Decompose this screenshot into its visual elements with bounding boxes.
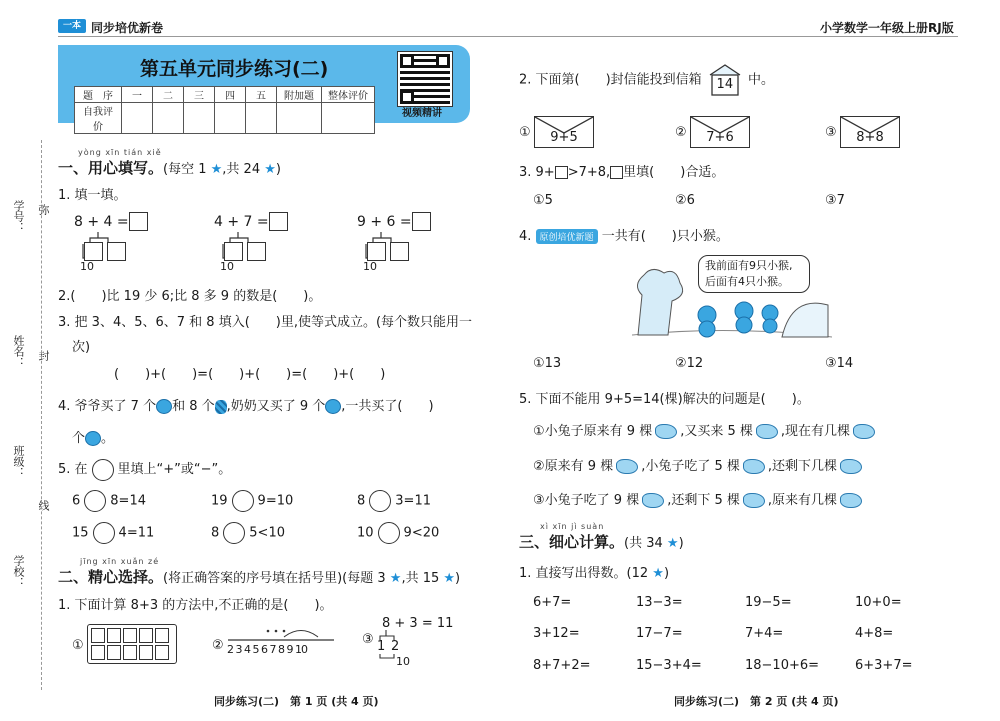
question-2: 2.( )比 19 少 6;比 8 多 9 的数是( )。 [58,289,322,304]
score-col-head: 四 [215,87,246,103]
star-icon: ★ [210,162,223,177]
mailbox-number: 14 [716,77,734,92]
score-table [74,86,375,134]
apple-icon [325,399,341,414]
cabbage-icon [642,493,664,508]
original-question-tag: 原创培优新题 [536,229,598,244]
section1-note: (每空 1 [163,162,207,177]
score-cell[interactable] [215,103,246,134]
gutter-label-school: 学校： [12,555,25,588]
choice-question-5: 5. 下面不能用 9+5=14(棵)解决的问题是( )。 [519,392,810,407]
monkey-scene-illustration [632,255,832,345]
envelope-option-number: ① [519,125,531,140]
q4-text: ,奶奶又买了 9 个 [226,399,326,414]
section2-note: ) [455,571,461,586]
c3-text: >7+8, [567,165,611,180]
score-cell[interactable] [246,103,277,134]
c1-option-3-label: ③ [362,632,374,647]
c1-option-3-split-a: 1 [377,639,386,654]
right-footer: 同步练习(二) 第 2 页 (共 4 页) [674,695,839,708]
answer-box[interactable] [84,242,103,261]
c3-option[interactable]: ①5 [533,193,553,208]
question-3-line2: 次) [72,340,91,355]
q5-item: 10 9<20 [357,522,439,544]
answer-box[interactable] [367,242,386,261]
section3-note: ) [678,536,684,551]
section1-heading [58,157,281,178]
calc-item[interactable]: 8+7+2= [533,658,591,673]
calc-question-1: 1. 直接写出得数。(12 ★) [519,566,670,581]
calc-item[interactable]: 17−7= [636,626,683,641]
score-cell[interactable] [153,103,184,134]
star-icon: ★ [652,566,664,581]
c1-option-3-split-b: 2 [391,639,400,654]
q4-text: ,一共买了( ) [341,399,434,414]
question-5 [58,458,231,481]
split-diagram-1 [74,212,184,274]
q5-text: 里填上“+”或“−”。 [117,462,232,477]
section2-pinyin: jīng xīn xuǎn zé [80,557,160,566]
calc-item[interactable]: 4+8= [855,626,894,641]
score-col-head: 附加题 [277,87,322,103]
q5-item: 8 5<10 [211,522,285,544]
envelope-label: 8+8 [856,130,884,145]
split-ten: 10 [363,260,377,273]
split-equation: 9 + 6 = [357,214,412,230]
c4-text: 一共有( )只小猴。 [601,229,729,244]
c1-option-2-label: ② [212,638,224,653]
speech-bubble [698,255,810,293]
question-3-line1: 3. 把 3、4、5、6、7 和 8 填入( )里,使等式成立。(每个数只能用一 [58,315,473,330]
cabbage-icon [756,424,778,439]
c5-option-2[interactable]: ②原来有 9 棵 ,小兔子吃了 5 棵 ,还剩下几棵 [533,455,865,474]
choice-question-2 [519,63,774,97]
circle-icon [92,459,114,481]
score-cell[interactable] [184,103,215,134]
calc-item[interactable]: 6+3+7= [855,658,913,673]
choice-question-4 [519,225,729,244]
score-col-head: 三 [184,87,215,103]
counting-boxes-illustration [87,624,177,664]
split-diagram-3 [357,212,467,274]
c4-text: 4. [519,229,532,244]
operator-circle[interactable] [84,490,106,512]
operator-circle[interactable] [378,522,400,544]
section3-heading [519,531,684,552]
score-cell[interactable] [122,103,153,134]
header-rule [58,36,958,37]
self-eval-label: 自我评价 [75,103,122,134]
operator-circle[interactable] [232,490,254,512]
calc-item[interactable]: 15−3+4= [636,658,702,673]
score-col-head: 一 [122,87,153,103]
q5-item: 19 9=10 [211,490,293,512]
choice-question-1: 1. 下面计算 8+3 的方法中,不正确的是( )。 [58,598,333,613]
cabbage-icon [743,459,765,474]
calc-item[interactable]: 19−5= [745,595,792,610]
envelope-label: 7+6 [706,130,734,145]
question-4 [58,395,434,414]
q5-item: 8 3=11 [357,490,431,512]
calc-item[interactable]: 3+12= [533,626,580,641]
c4-option[interactable]: ③14 [825,356,854,371]
binding-gutter [10,140,60,700]
speech-line: 后面有4只小猴。 [705,275,789,288]
score-cell[interactable] [322,103,375,134]
envelope-option-number: ② [675,125,687,140]
apple-icon [85,431,101,446]
operator-circle[interactable] [369,490,391,512]
envelope-option-1[interactable] [534,116,594,148]
q5-item: 6 8=14 [72,490,146,512]
section1-note: ) [275,162,281,177]
gutter-label-student-id: 学号： [12,200,25,233]
calc-item[interactable]: 6+7= [533,595,572,610]
qr-code-icon[interactable] [398,52,452,106]
cabbage-icon [743,493,765,508]
gutter-dashed-line [41,140,42,690]
answer-box[interactable] [390,242,409,261]
pineapple-icon [215,400,227,414]
calc-item[interactable]: 18−10+6= [745,658,820,673]
calc-item[interactable]: 10+0= [855,595,902,610]
q4-text: 。 [101,431,115,446]
question-4-cont [72,427,114,446]
section2-title: 二、精心选择。 [58,568,164,586]
question-1: 1. 填一填。 [58,188,127,203]
split-ten: 10 [80,260,94,273]
section1-note: ,共 24 [222,162,261,177]
answer-box[interactable] [247,242,266,261]
c1-option-3-equation: 8 + 3 = 11 [382,616,454,631]
c5-option-3[interactable]: ③小兔子吃了 9 棵 ,还剩下 5 棵 ,原来有几棵 [533,489,865,508]
cabbage-icon [616,459,638,474]
operator-circle[interactable] [93,522,115,544]
cabbage-icon [853,424,875,439]
section3-note: (共 34 [624,536,663,551]
score-col-head: 二 [153,87,184,103]
split-equation: 8 + 4 = [74,214,129,230]
envelope-option-2[interactable] [690,116,750,148]
section2-note: ,共 15 [401,571,440,586]
cabbage-icon [840,493,862,508]
answer-box[interactable] [107,242,126,261]
score-col-head: 整体评价 [322,87,375,103]
star-icon: ★ [666,536,679,551]
star-icon: ★ [264,162,276,177]
q4-text: 个 [72,431,86,446]
gutter-seal-char: 弥 [37,204,50,215]
q4-text: 4. 爷爷买了 7 个 [58,399,157,414]
blank-box[interactable] [555,166,568,179]
c4-option[interactable]: ②12 [675,356,704,371]
section1-pinyin: yòng xīn tián xiě [78,148,162,157]
envelope-label: 9+5 [550,130,578,145]
section2-note: (将正确答案的序号填在括号里)(每题 3 [163,571,386,586]
split-equation: 4 + 7 = [214,214,269,230]
header-logo: 一本 [58,19,86,33]
choice-question-3 [519,161,724,180]
score-col-head: 五 [246,87,277,103]
section3-pinyin: xì xīn jì suàn [540,522,605,531]
c4-option[interactable]: ①13 [533,356,562,371]
q4-text: 和 8 个 [172,399,215,414]
star-icon: ★ [443,571,456,586]
star-icon: ★ [389,571,402,586]
question-3-equation: ( )+( )=( )+( )=( )+( ) [114,367,386,382]
envelope-option-number: ③ [825,125,837,140]
gutter-label-name: 姓名： [12,335,25,368]
score-cell[interactable] [277,103,322,134]
header-left-title: 同步培优新卷 [91,21,164,35]
c2-text: 2. 下面第( )封信能投到信箱 [519,72,702,88]
mailbox-icon [708,63,742,97]
speech-line: 我前面有9只小猴, [705,259,793,272]
c3-option[interactable]: ②6 [675,193,695,208]
c3-option[interactable]: ③7 [825,193,845,208]
c3-text: 3. 9+ [519,165,555,180]
cabbage-icon [655,424,677,439]
calc-item[interactable]: 7+4= [745,626,784,641]
gutter-label-class: 班级： [12,445,25,478]
c3-text: 里填( )合适。 [623,165,725,180]
number-line-labels: 2 3 4 5 6 7 8 9 10 [227,643,307,656]
q5-item: 15 4=11 [72,522,154,544]
envelope-option-3[interactable] [840,116,900,148]
operator-circle[interactable] [223,522,245,544]
header-right-title: 小学数学一年级上册RJ版 [820,21,954,35]
cabbage-icon [840,459,862,474]
q5-text: 5. 在 [58,462,88,477]
section3-title: 三、细心计算。 [519,533,625,551]
page-title: 第五单元同步练习(二) [140,58,329,80]
section2-heading [58,566,460,587]
calc-item[interactable]: 13−3= [636,595,683,610]
c2-text: 中。 [747,72,774,88]
score-col-head: 题 序 [75,87,122,103]
gutter-seal-char: 线 [37,500,50,511]
left-footer: 同步练习(二) 第 1 页 (共 4 页) [214,695,379,708]
qr-caption: 视频精讲 [402,108,442,119]
apple-icon [156,399,172,414]
c5-option-1[interactable]: ①小兔子原来有 9 棵 ,又买来 5 棵 ,现在有几棵 [533,420,878,439]
blank-box[interactable] [610,166,623,179]
answer-box[interactable] [224,242,243,261]
section1-title: 一、用心填写。 [58,159,164,177]
c1-option-3-ten: 10 [396,655,410,668]
split-ten: 10 [220,260,234,273]
c1-option-1-label: ① [72,638,84,653]
split-diagram-2 [214,212,324,274]
gutter-seal-char: 封 [37,350,50,361]
